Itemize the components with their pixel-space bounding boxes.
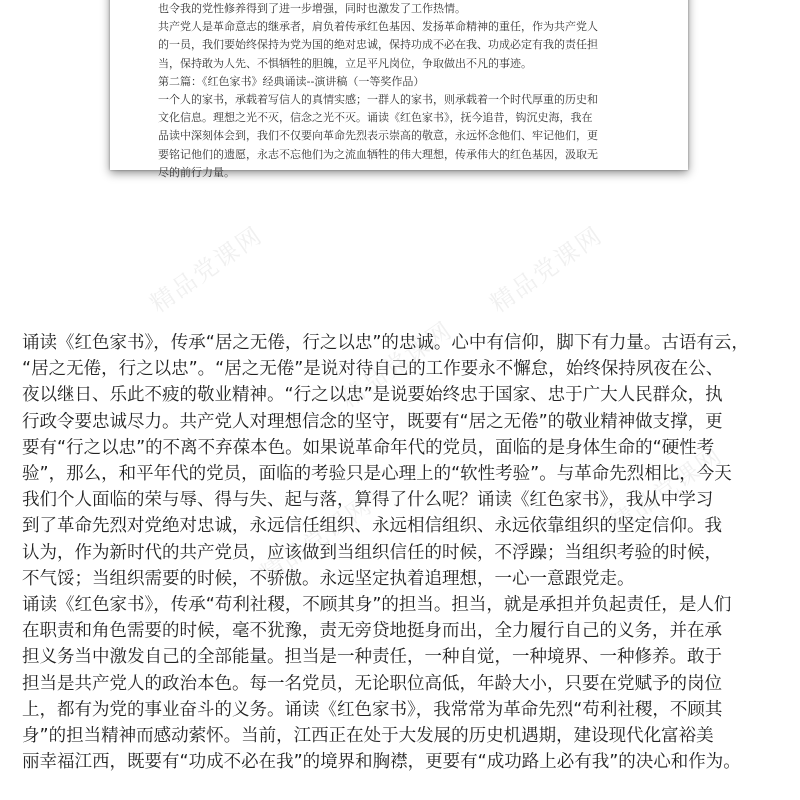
document-preview-card xyxy=(110,0,688,179)
preview-text xyxy=(158,0,658,182)
body-line: “居之无倦，行之以忠”。“居之无倦”是说对待自己的工作要永不懈怠，始终保持夙夜在公、 xyxy=(22,359,724,380)
watermark: 精品党课网 xyxy=(255,490,378,589)
preview-line: 的一员，我们要始终保持为党为国的绝对忠诚，保持功成不必在我、功成必定有我的责任担 xyxy=(158,38,598,52)
preview-line: 也令我的党性修养得到了进一步增强，同时也激发了工作热情。 xyxy=(158,2,466,15)
preview-line: 尽的前行力量。 xyxy=(158,165,235,179)
body-line: 在职责和角色需要的时候，毫不犹豫，责无旁贷地挺身而出，全力履行自己的义务，并在承 xyxy=(22,621,722,642)
watermark: 精品党课网 xyxy=(485,220,608,319)
watermark: 精品党课网 xyxy=(145,220,268,319)
body-line: 身”的担当精神而感动萦怀。当前，江西正在处于大发展的历史机遇期，建设现代化富裕美 xyxy=(22,726,714,747)
body-line: 我们个人面临的荣与辱、得与失、起与落，算得了什么呢？诵读《红色家书》，我从中学习 xyxy=(22,490,714,511)
preview-line: 品读中深刻体会到，我们不仅要向革命先烈表示崇高的敬意，永远怀念他们、牢记他们，更 xyxy=(158,129,598,143)
body-line: 验”，那么，和平年代的党员，面临的考验只是心理上的“软性考验”。与革命先烈相比，今天 xyxy=(22,464,732,485)
body-line: 诵读《红色家书》，传承“居之无倦，行之以忠”的忠诚。心中有信仰，脚下有力量。古语有云， xyxy=(22,333,749,353)
body-line: 要有“行之以忠”的不离不弃葆本色。如果说革命年代的党员，面临的是身体生命的“硬性考 xyxy=(22,437,715,458)
body-line: 丽幸福江西，既要有“功成不必在我”的境界和胸襟，更要有“成功路上必有我”的决心和作为。 xyxy=(22,752,741,773)
watermark: 精品党课网 xyxy=(335,315,458,414)
body-line: 诵读《红色家书》，传承“苟利社稷，不顾其身”的担当。担当，就是承担并负起责任，是人们 xyxy=(22,595,732,616)
body-line: 担当是共产党人的政治本色。每一名党员，无论职位高低，年龄大小，只要在党赋予的岗位 xyxy=(22,673,722,694)
body-line: 夜以继日、乐此不疲的敬业精神。“行之以忠”是说要始终忠于国家、忠于广大人民群众，执 xyxy=(22,385,723,406)
body-line: 不气馁；当组织需要的时候，不骄傲。永远坚定执着追理想，一心一意跟党走。 xyxy=(22,568,635,589)
preview-heading: 第二篇：《红色家书》经典诵读--演讲稿（一等奖作品） xyxy=(158,74,425,88)
preview-line: 要铭记他们的遗愿，永志不忘他们为之流血牺牲的伟大理想，传承伟大的红色基因，汲取无 xyxy=(158,147,598,161)
body-text xyxy=(22,330,782,775)
body-line: 行政令要忠诚尽力。共产党人对理想信念的坚守，既要有“居之无倦”的敬业精神做支撑，更 xyxy=(22,411,723,432)
body-line: 认为，作为新时代的共产党员，应该做到当组织信任的时候，不浮躁；当组织考验的时候， xyxy=(22,542,722,563)
preview-line: 共产党人是革命意志的继承者，肩负着传承红色基因、发扬革命精神的重任，作为共产党人 xyxy=(158,20,598,34)
watermark: 精品党课网 xyxy=(605,440,728,539)
body-line: 到了革命先烈对党绝对忠诚，永远信任组织、永远相信组织、永远依靠组织的坚定信仰。我 xyxy=(22,516,722,537)
preview-line: 文化信息。理想之光不灭，信念之光不灭。诵读《红色家书》，抚今追昔，钩沉史海，我在 xyxy=(158,111,593,125)
body-line: 担义务当中激发自己的全部能量。担当是一种责任，一种自觉，一种境界、一种修养。敢于 xyxy=(22,647,722,668)
preview-line: 一个人的家书，承载着写信人的真情实感；一群人的家书，则承载着一个时代厚重的历史和 xyxy=(158,93,598,107)
body-line: 上，都有为党的事业奋斗的义务。诵读《红色家书》，我常常为革命先烈“苟利社稷，不顾其 xyxy=(22,699,723,720)
preview-line: 当，保持敢为人先、不惧牺牲的胆魄，立足平凡岗位，争取做出不凡的事迹。 xyxy=(158,56,532,70)
